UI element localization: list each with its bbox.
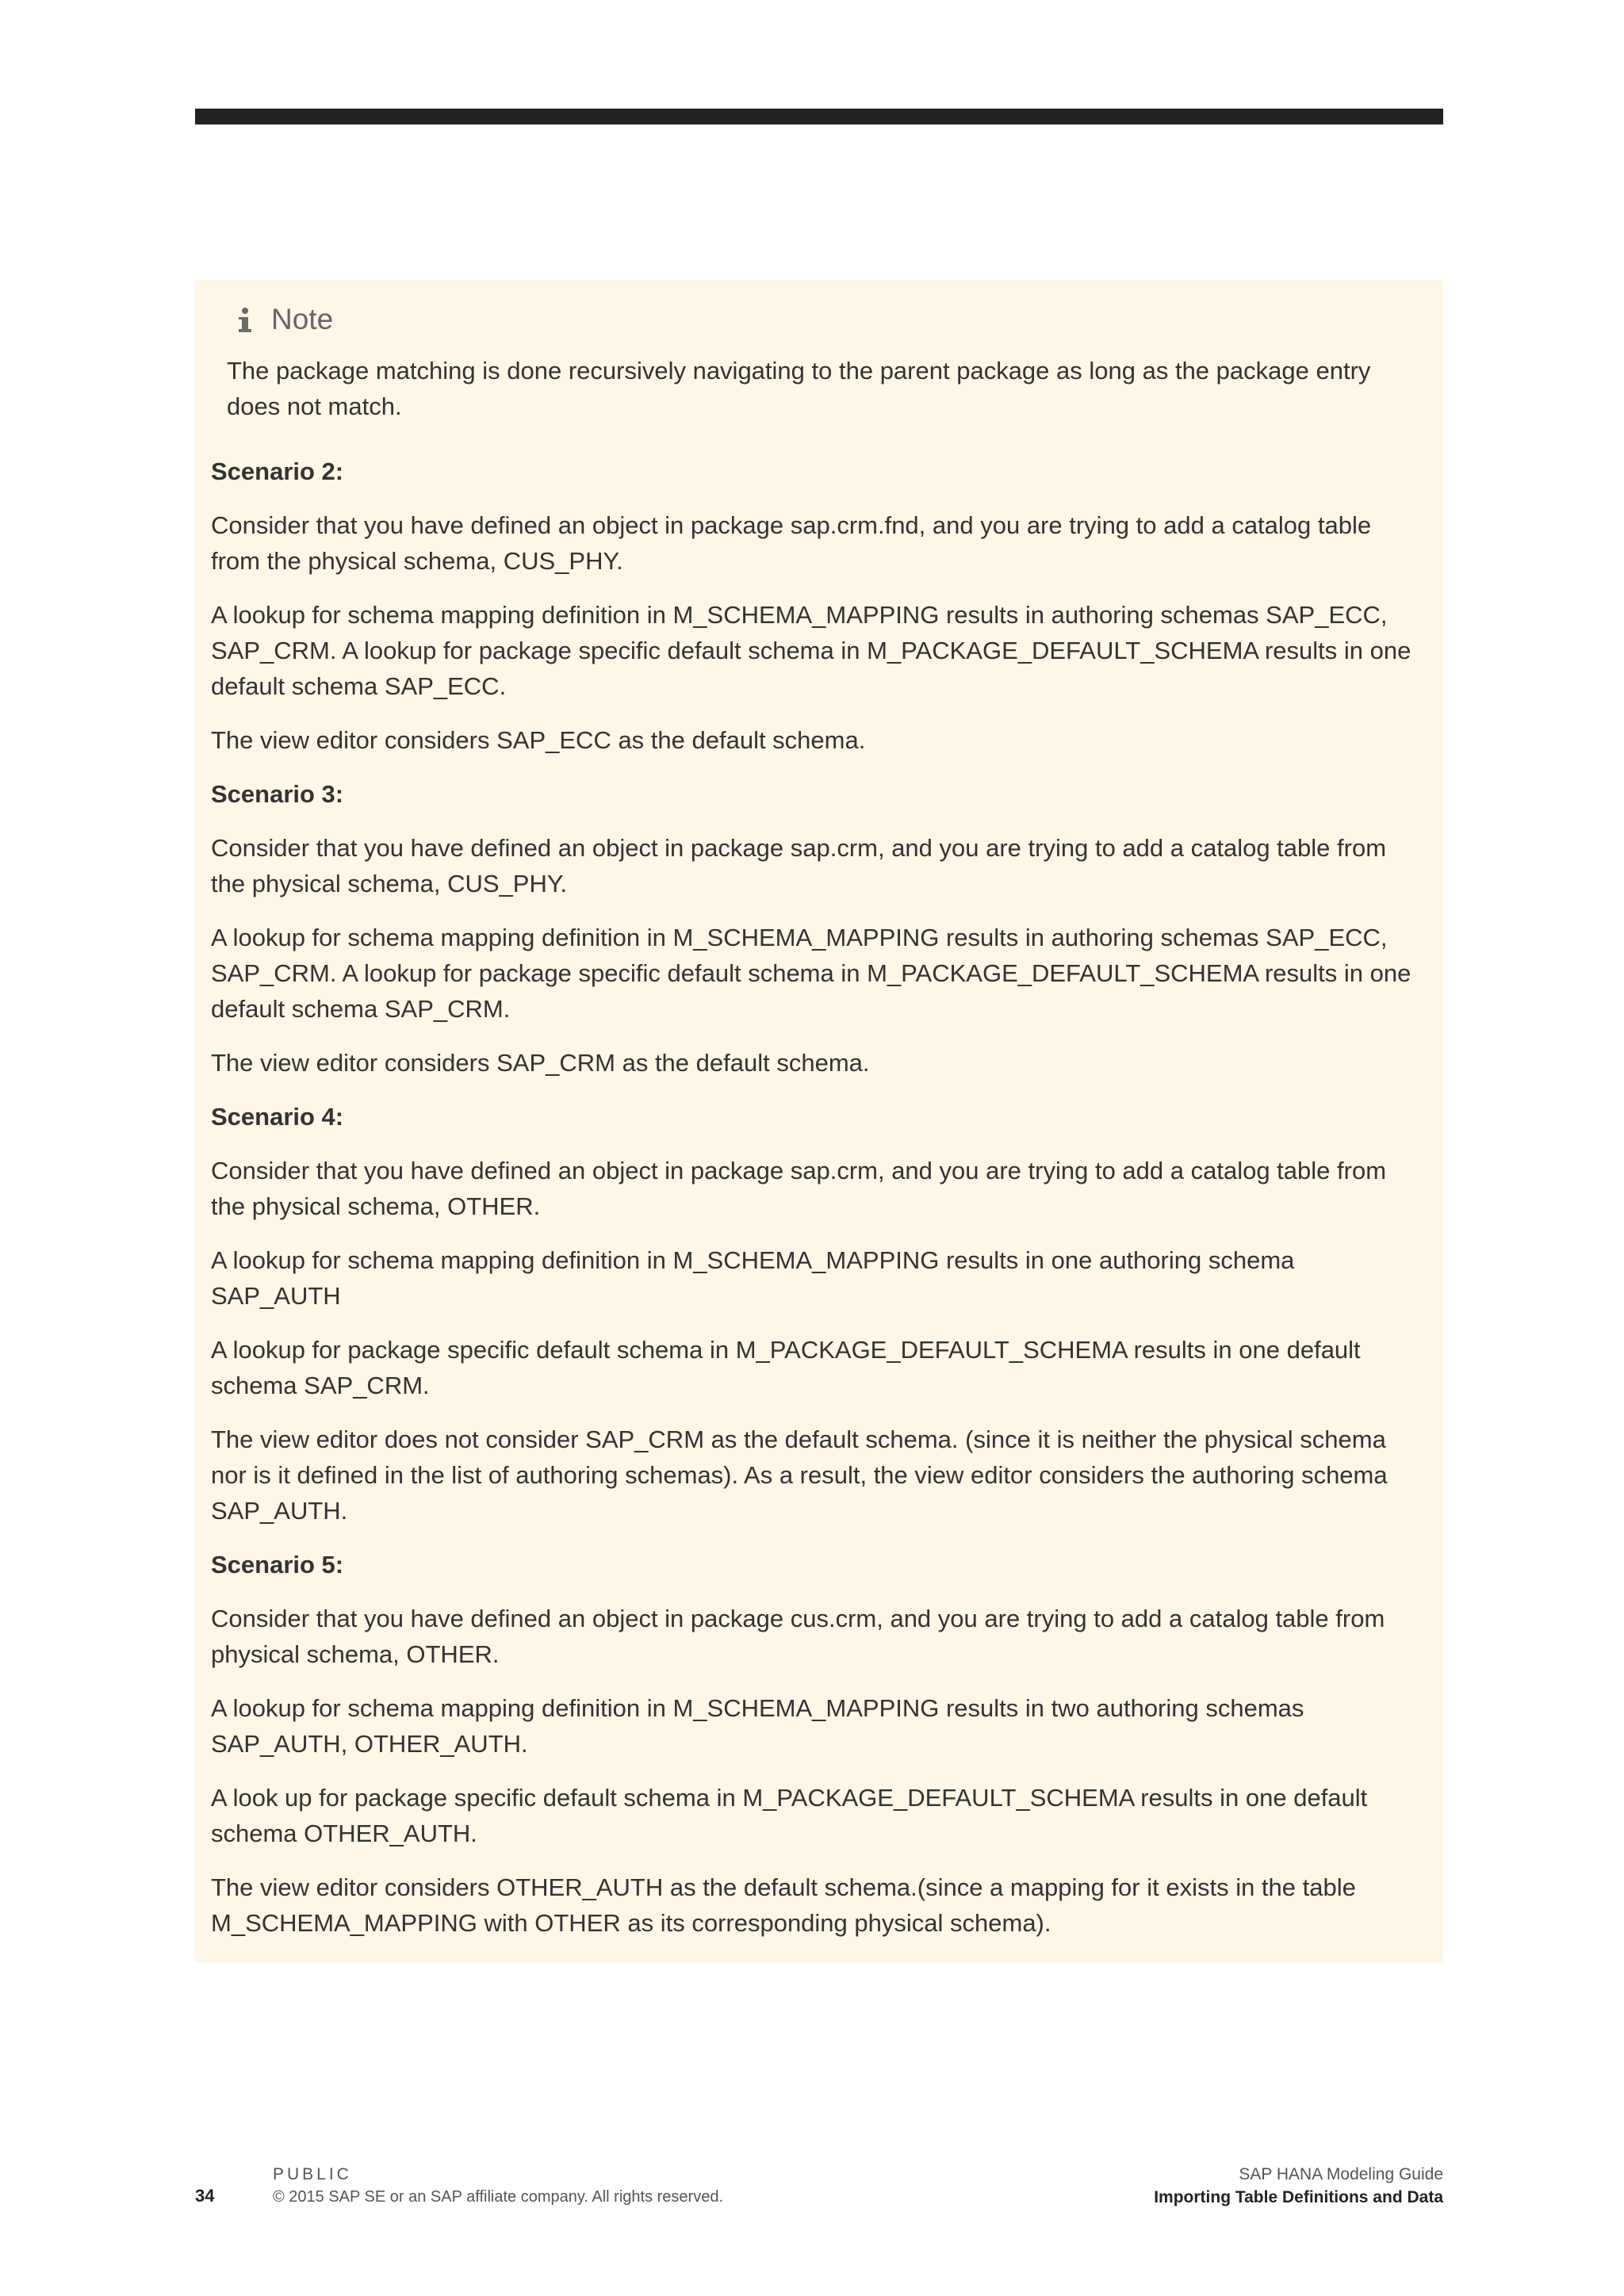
classification-label: PUBLIC bbox=[273, 2165, 352, 2183]
paragraph: The view editor considers SAP_ECC as the default schema. bbox=[211, 726, 866, 754]
guide-title: SAP HANA Modeling Guide bbox=[1239, 2165, 1443, 2183]
paragraph: The view editor considers OTHER_AUTH as the default schema.(since a mapping for it exists in the table M_SCHEMA_MAPPING with OTHER as its corresponding physical schema). bbox=[211, 1873, 1356, 1937]
note-text: The package matching is done recursively navigating to the parent package as long as the package entry does not match. bbox=[227, 357, 1371, 420]
paragraph: The view editor does not consider SAP_CRM as the default schema. (since it is neither the physical schema nor is it defined in the list of authoring schemas). As a result, the view editor considers the authoring schema SAP_AUTH. bbox=[211, 1425, 1388, 1525]
paragraph: A lookup for package specific default schema in M_PACKAGE_DEFAULT_SCHEMA results in one default schema SAP_CRM. bbox=[211, 1336, 1361, 1399]
scenario-heading: Scenario 3: bbox=[211, 780, 344, 808]
note-title: Note bbox=[271, 303, 334, 335]
page-number: 34 bbox=[195, 2186, 215, 2206]
paragraph: A lookup for schema mapping definition in M_SCHEMA_MAPPING results in authoring schemas SAP_ECC, SAP_CRM. A lookup for package specific default schema in M_PACKAGE_DEFAULT_SCHEMA results in one default schema SAP_CRM. bbox=[211, 924, 1411, 1023]
paragraph: Consider that you have defined an object in package sap.crm, and you are trying to add a catalog table from the physical schema, CUS_PHY. bbox=[211, 834, 1387, 897]
scenario-heading: Scenario 5: bbox=[211, 1551, 344, 1578]
footer-left bbox=[273, 2163, 723, 2209]
paragraph: Consider that you have defined an object in package cus.crm, and you are trying to add a catalog table from physical schema, OTHER. bbox=[211, 1605, 1385, 1668]
paragraph: The view editor considers SAP_CRM as the default schema. bbox=[211, 1049, 870, 1077]
scenario-heading: Scenario 4: bbox=[211, 1103, 344, 1131]
paragraph: A lookup for schema mapping definition in M_SCHEMA_MAPPING results in two authoring schemas SAP_AUTH, OTHER_AUTH. bbox=[211, 1694, 1304, 1758]
scenario-heading: Scenario 2: bbox=[211, 457, 344, 485]
copyright-text: © 2015 SAP SE or an SAP affiliate company. All rights reserved. bbox=[273, 2188, 724, 2206]
chapter-title: Importing Table Definitions and Data bbox=[1154, 2188, 1443, 2206]
footer-right bbox=[1154, 2163, 1443, 2209]
note-box bbox=[195, 280, 1443, 1962]
paragraph: A lookup for schema mapping definition in M_SCHEMA_MAPPING results in one authoring schema SAP_AUTH bbox=[211, 1246, 1295, 1310]
note-content bbox=[211, 453, 1424, 1941]
paragraph: Consider that you have defined an object in package sap.crm, and you are trying to add a catalog table from the physical schema, OTHER. bbox=[211, 1157, 1387, 1220]
info-icon bbox=[238, 306, 254, 333]
paragraph: A lookup for schema mapping definition in M_SCHEMA_MAPPING results in authoring schemas SAP_ECC, SAP_CRM. A lookup for package specific default schema in M_PACKAGE_DEFAULT_SCHEMA results in one default schema SAP_ECC. bbox=[211, 601, 1411, 700]
note-header bbox=[238, 297, 1424, 342]
paragraph: Consider that you have defined an object in package sap.crm.fnd, and you are trying to add a catalog table from the physical schema, CUS_PHY. bbox=[211, 511, 1372, 575]
header-rule bbox=[195, 109, 1443, 124]
paragraph: A look up for package specific default schema in M_PACKAGE_DEFAULT_SCHEMA results in one default schema OTHER_AUTH. bbox=[211, 1784, 1368, 1847]
